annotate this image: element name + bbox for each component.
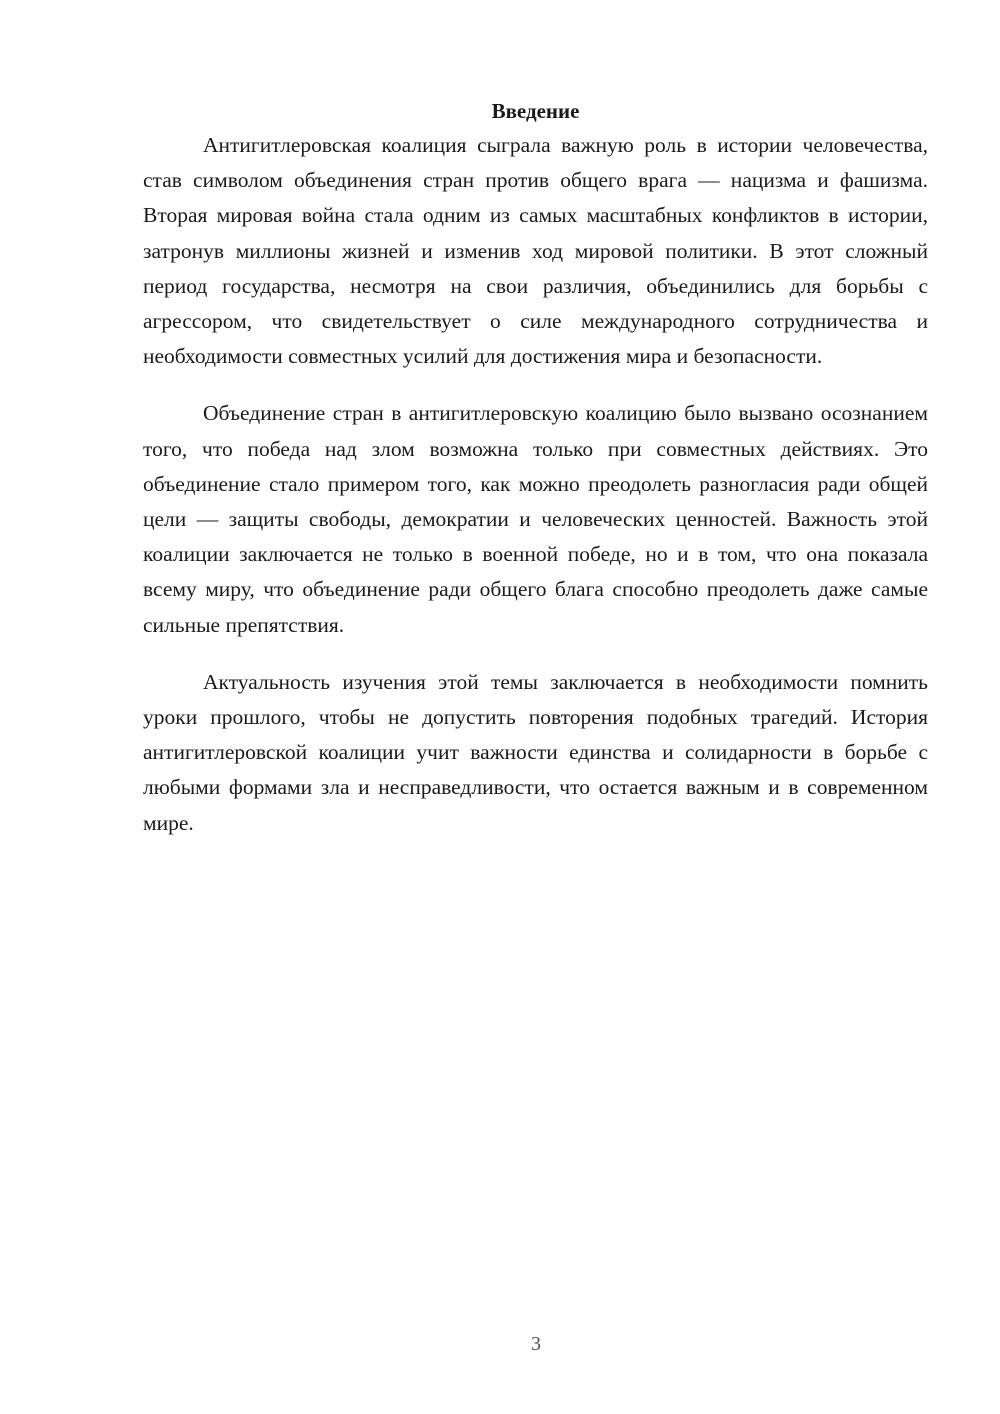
page-content — [143, 96, 928, 863]
section-title: Введение — [491, 99, 580, 123]
paragraph-1: Антигитлеровская коалиция сыграла важную роль в истории человечества, став символом объединения стран против общего врага — нацизма и фашизма. Вторая мировая война стала одним из самых масштабных конфликтов в истории, затронув миллионы жизней и изменив ход мировой политики. В этот сложный период государства, несмотря на свои различия, объединились для борьбы с агрессором, что свидетельствует о силе международного сотрудничества и необходимости совместных усилий для достижения мира и безопасности. — [143, 133, 928, 369]
page-number: 3 — [531, 1333, 541, 1355]
paragraph-3: Актуальность изучения этой темы заключается в необходимости помнить уроки прошлого, чтобы не допустить повторения подобных трагедий. История антигитлеровской коалиции учит важности единства и солидарности в борьбе с любыми формами зла и несправедливости, что остается важным и в современном мире. — [143, 669, 928, 835]
paragraph-2: Объединение стран в антигитлеровскую коалицию было вызвано осознанием того, что победа над злом возможна только при совместных действиях. Это объединение стало примером того, как можно преодолеть разногласия ради общей цели — защиты свободы, демократии и человеческих ценностей. Важность этой коалиции заключается не только в военной победе, но и в том, что она показала всему миру, что объединение ради общего блага способно преодолеть даже самые сильные препятствия. — [143, 401, 928, 637]
